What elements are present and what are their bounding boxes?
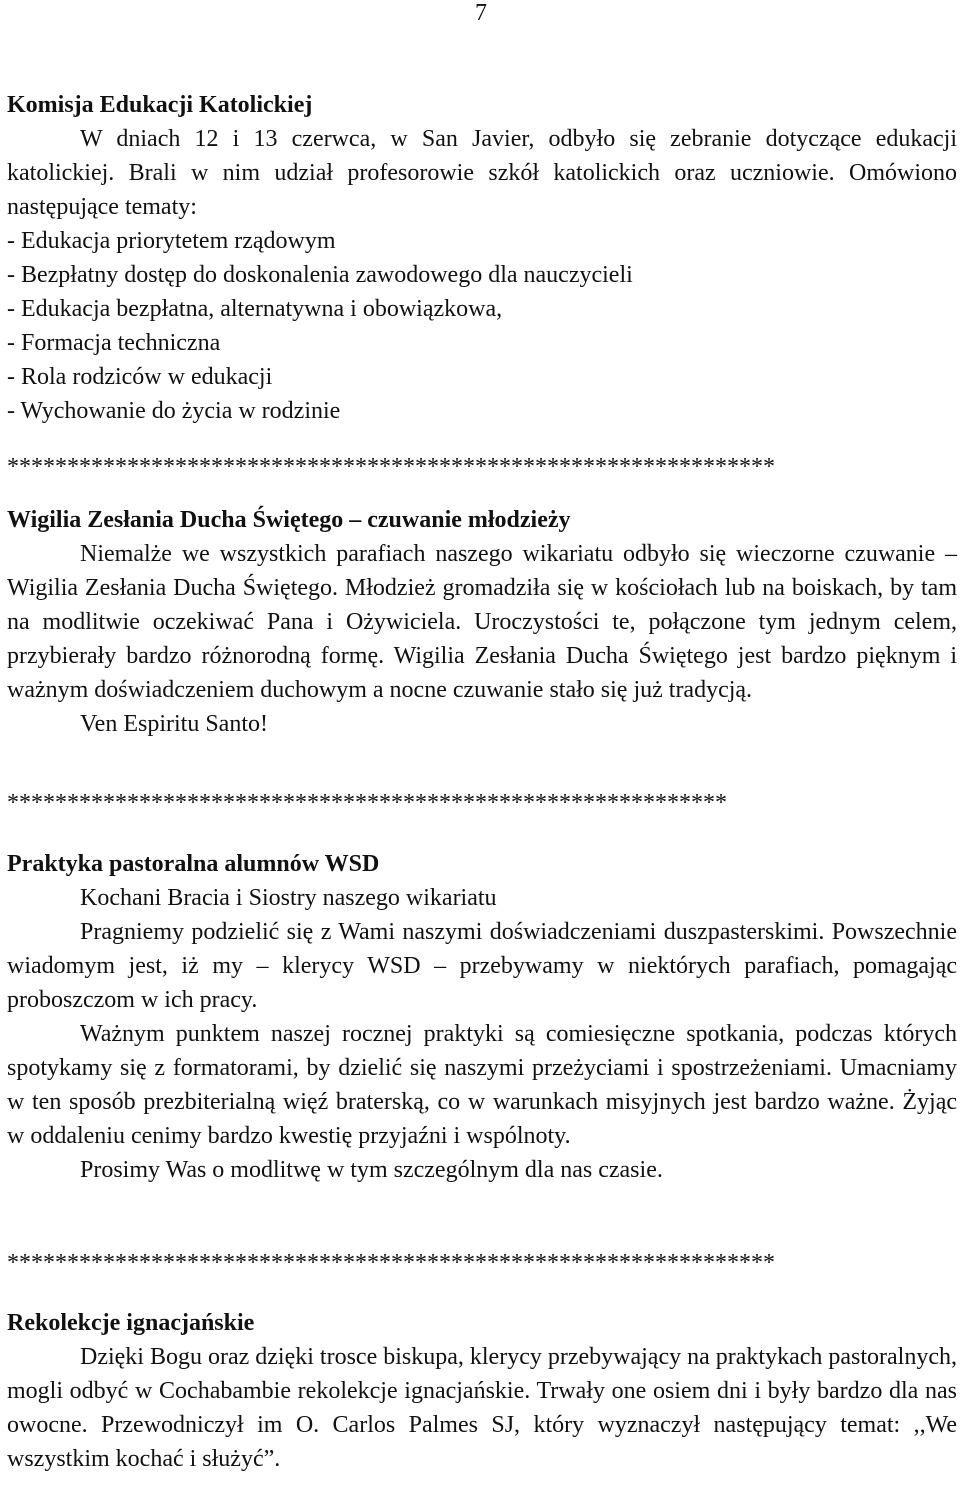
list-item: - Wychowanie do życia w rodzinie (7, 398, 341, 424)
section-heading: Wigilia Zesłania Ducha Świętego – czuwanie młodzieży (7, 507, 571, 533)
section-rekolekcje (7, 1306, 957, 1476)
list-item: - Rola rodziców w edukacji (7, 364, 273, 390)
list-item: - Bezpłatny dostęp do doskonalenia zawodowego dla nauczycieli (7, 262, 633, 288)
asterisk-separator: **************************************************************** (7, 1250, 775, 1276)
greeting: Kochani Bracia i Siostry naszego wikariatu (80, 885, 497, 911)
section-wigilia (7, 503, 957, 741)
section-heading: Komisja Edukacji Katolickiej (7, 92, 313, 118)
section-praktyka-pastoralna (7, 847, 957, 1187)
paragraph: Pragniemy podzielić się z Wami naszymi doświadczeniami duszpasterskimi. Powszechnie wiadomym jest, iż my – klerycy WSD – przebywamy w niektórych parafiach, pomagając proboszczom w ich pracy. (7, 919, 957, 1013)
page-number: 7 (475, 0, 487, 26)
section-body: Dzięki Bogu oraz dzięki trosce biskupa, klerycy przebywający na praktykach pastoralnych, mogli odbyć w Cochabambie rekolekcje ignacjańskie. Trwały one osiem dni i były bardzo dla nas owocne. Przewodniczył im O. Carlos Palmes SJ, który wyznaczył następujący temat: ,,We wszystkim kochać i służyć”. (7, 1344, 957, 1472)
paragraph: Ważnym punktem naszej rocznej praktyki są comiesięczne spotkania, podczas których spotykamy się z formatorami, by dzielić się naszymi przeżyciami i spostrzeżeniami. Umacniamy w ten sposób prezbiterialną więź braterską, co w warunkach misyjnych jest bardzo ważne. Żyjąc w oddaleniu cenimy bardzo kwestię przyjaźni i wspólnoty. (7, 1021, 957, 1149)
asterisk-separator: **************************************************************** (7, 454, 775, 480)
paragraph: Prosimy Was o modlitwę w tym szczególnym dla nas czasie. (80, 1157, 663, 1183)
section-intro: W dniach 12 i 13 czerwca, w San Javier, odbyło się zebranie dotyczące edukacji katolickiej. Brali w nim udział profesorowie szkół katolickich oraz uczniowie. Omówiono następujące tematy: (7, 126, 957, 220)
section-komisja-edukacji (7, 88, 957, 428)
section-body: Niemalże we wszystkich parafiach naszego wikariatu odbyło się wieczorne czuwanie – Wigilia Zesłania Ducha Świętego. Młodzież gromadziła się w kościołach lub na boiskach, by tam na modlitwie oczekiwać Pana i Ożywiciela. Uroczystości te, połączone tym jednym celem, przybierały bardzo różnorodną formę. Wigilia Zesłania Ducha Świętego jest bardzo pięknym i ważnym doświadczeniem duchowym a nocne czuwanie stało się już tradycją. (7, 541, 957, 703)
topics-list (7, 224, 957, 428)
section-closing: Ven Espiritu Santo! (80, 711, 268, 737)
section-heading: Rekolekcje ignacjańskie (7, 1310, 255, 1336)
list-item: - Edukacja bezpłatna, alternatywna i obowiązkowa, (7, 296, 503, 322)
section-heading: Praktyka pastoralna alumnów WSD (7, 851, 380, 877)
list-item: - Formacja techniczna (7, 330, 221, 356)
asterisk-separator: ************************************************************ (7, 790, 727, 816)
list-item: - Edukacja priorytetem rządowym (7, 228, 336, 254)
